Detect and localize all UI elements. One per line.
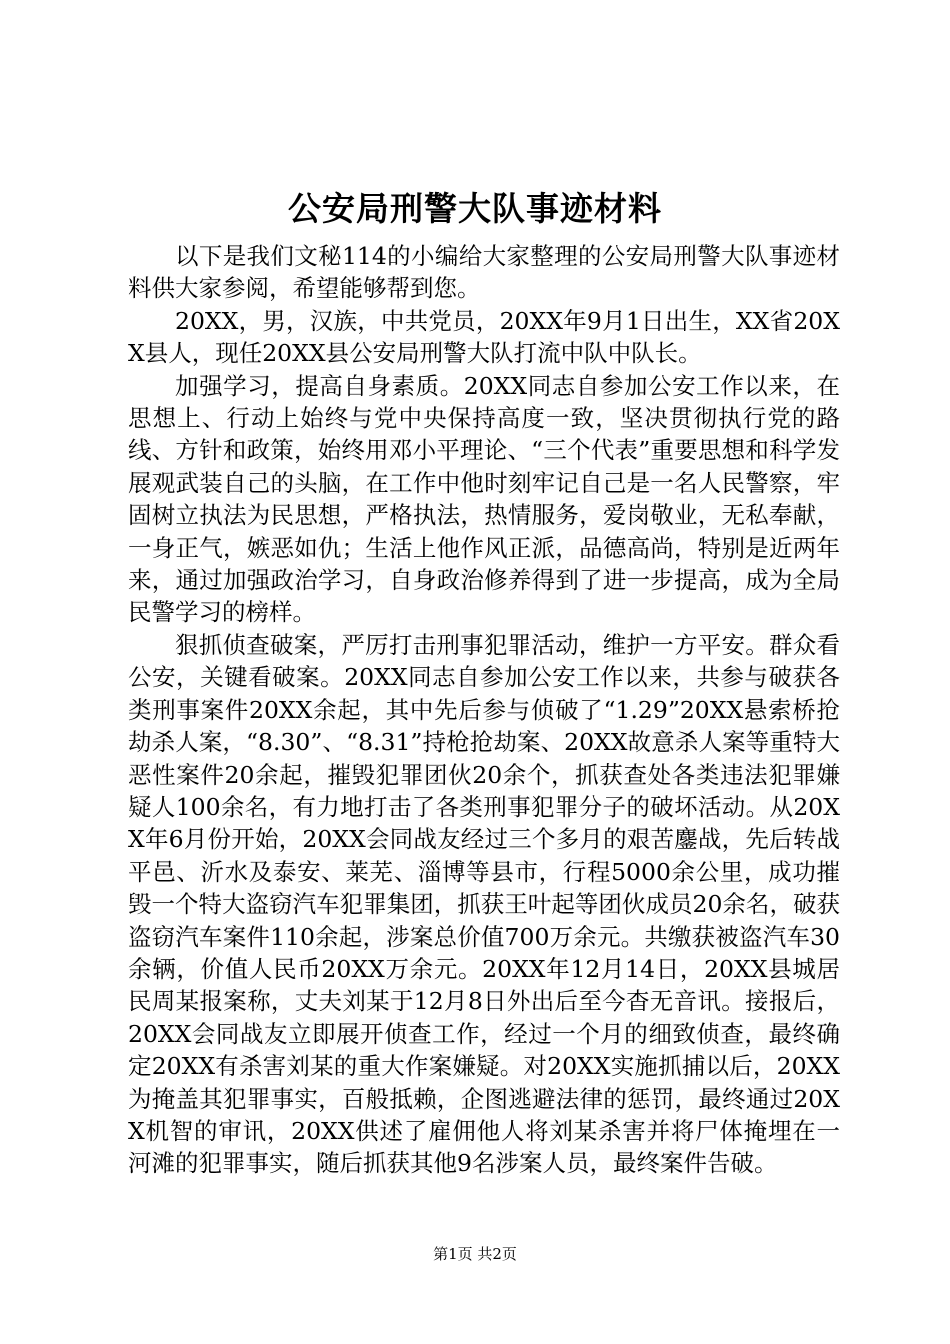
paragraph-study: 加强学习，提高自身素质。20XX同志自参加公安工作以来，在思想上、行动上始终与党中央保持高度一致，坚决贯彻执行党的路线、方针和政策，始终用邓小平理论、“三个代表”重要思想和科学发展观武装自己的头脑，在工作中他时刻牢记自己是一名人民警察，牢固树立执法为民思想，严格执法，热情服务，爱岗敬业，无私奉献，一身正气，嫉恶如仇；生活上他作风正派，品德高尚，特别是近两年来，通过加强政治学习，自身政治修养得到了进一步提高，成为全局民警学习的榜样。 [128, 371, 840, 627]
document-title: 公安局刑警大队事迹材料 [288, 189, 662, 228]
paragraph-investigation: 狠抓侦查破案，严厉打击刑事犯罪活动，维护一方平安。群众看公安，关键看破案。20XX同志自参加公安工作以来，共参与破获各类刑事案件20XX余起，其中先后参与侦破了“1.29”20XX悬索桥抢劫杀人案，“8.30”、“8.31”持枪抢劫案、20XX故意杀人案等重特大恶性案件20余起，摧毁犯罪团伙20余个，抓获查处各类违法犯罪嫌疑人100余名，有力地打击了各类刑事犯罪分子的破坏活动。从20XX年6月份开始，20XX会同战友经过三个多月的艰苦鏖战，先后转战平邑、沂水及泰安、莱芜、淄博等县市，行程5000余公里，成功摧毁一个特大盗窃汽车犯罪集团，抓获王叶起等团伙成员20余名，破获盗窃汽车案件110余起，涉案总价值700万余元。共缴获被盗汽车30余辆，价值人民币20XX万余元。20XX年12月14日，20XX县城居民周某报案称，丈夫刘某于12月8日外出后至今杳无音讯。接报后，20XX会同战友立即展开侦查工作，经过一个月的细致侦查，最终确定20XX有杀害刘某的重大作案嫌疑。对20XX实施抓捕以后，20XX为掩盖其犯罪事实，百般抵赖，企图逃避法律的惩罚，最终通过20XX机智的审讯，20XX供述了雇佣他人将刘某杀害并将尸体掩埋在一河滩的犯罪事实，随后抓获其他9名涉案人员，最终案件告破。 [128, 630, 840, 1178]
document-body [128, 240, 840, 1180]
page-footer: 第1页 共2页 [433, 1245, 517, 1263]
paragraph-profile: 20XX，男，汉族，中共党员，20XX年9月1日出生，XX省20XX县人，现任20XX县公安局刑警大队打流中队中队长。 [128, 306, 840, 368]
paragraph-intro: 以下是我们文秘114的小编给大家整理的公安局刑警大队事迹材料供大家参阅，希望能够帮到您。 [128, 242, 840, 303]
